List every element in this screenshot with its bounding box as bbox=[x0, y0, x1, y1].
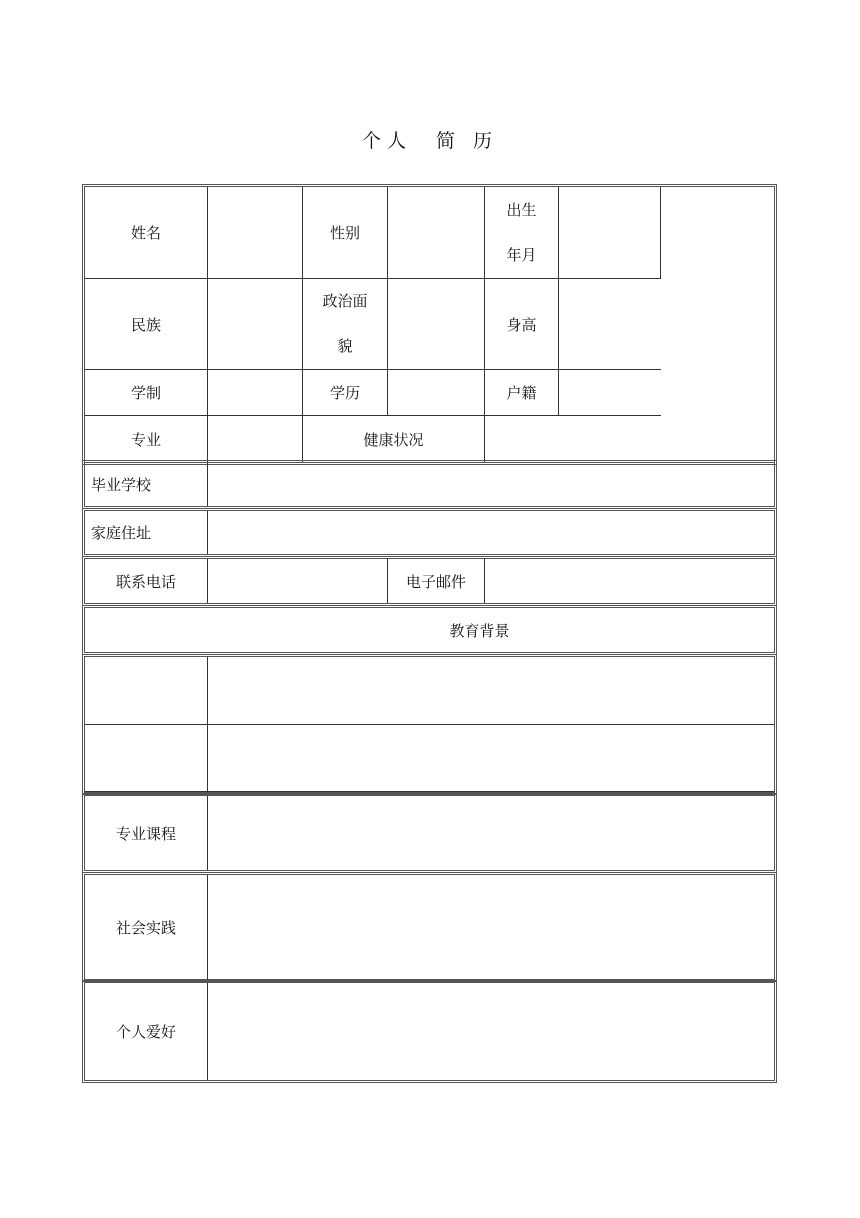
gender-field[interactable] bbox=[388, 187, 485, 279]
social-practice-label: 社会实践 bbox=[85, 875, 208, 979]
name-label: 姓名 bbox=[85, 187, 208, 279]
education-field[interactable] bbox=[388, 370, 485, 416]
ethnicity-label: 民族 bbox=[85, 279, 208, 370]
household-label: 户籍 bbox=[485, 370, 559, 416]
birth-field[interactable] bbox=[559, 187, 661, 279]
major-label: 专业 bbox=[85, 416, 208, 462]
major-field[interactable] bbox=[208, 416, 303, 462]
height-field[interactable] bbox=[559, 279, 661, 370]
graduate-school-field[interactable] bbox=[208, 463, 774, 506]
education-period-2[interactable] bbox=[85, 725, 208, 793]
hobbies-label: 个人爱好 bbox=[85, 983, 208, 1080]
height-label: 身高 bbox=[485, 279, 559, 370]
political-status-field[interactable] bbox=[388, 279, 485, 370]
health-field[interactable] bbox=[485, 416, 661, 462]
photo-area[interactable] bbox=[661, 187, 774, 462]
home-address-label: 家庭住址 bbox=[85, 511, 208, 554]
graduate-school-label: 毕业学校 bbox=[85, 463, 208, 506]
phone-label: 联系电话 bbox=[85, 559, 208, 603]
education-period-1[interactable] bbox=[85, 657, 208, 725]
hobbies-section bbox=[82, 980, 777, 1083]
social-practice-section bbox=[82, 872, 777, 982]
social-practice-field[interactable] bbox=[208, 875, 774, 979]
education-background-rows bbox=[82, 654, 777, 795]
home-address-section bbox=[82, 508, 777, 557]
home-address-field[interactable] bbox=[208, 511, 774, 554]
email-field[interactable] bbox=[485, 559, 774, 603]
email-label: 电子邮件 bbox=[388, 559, 485, 603]
phone-field[interactable] bbox=[208, 559, 388, 603]
name-field[interactable] bbox=[208, 187, 303, 279]
gender-label: 性别 bbox=[303, 187, 388, 279]
education-background-label: 教育背景 bbox=[449, 621, 510, 640]
basic-info-table bbox=[82, 184, 777, 465]
courses-label: 专业课程 bbox=[85, 796, 208, 870]
graduate-school-section bbox=[82, 460, 777, 509]
political-status-label: 政治面 貌 bbox=[303, 279, 388, 370]
courses-field[interactable] bbox=[208, 796, 774, 870]
courses-section bbox=[82, 793, 777, 873]
health-label: 健康状况 bbox=[303, 416, 485, 462]
schooling-label: 学制 bbox=[85, 370, 208, 416]
basic-info-section bbox=[82, 184, 777, 461]
ethnicity-field[interactable] bbox=[208, 279, 303, 370]
education-background-header bbox=[82, 605, 777, 655]
education-label: 学历 bbox=[303, 370, 388, 416]
hobbies-field[interactable] bbox=[208, 983, 774, 1080]
education-detail-2[interactable] bbox=[208, 725, 774, 793]
schooling-field[interactable] bbox=[208, 370, 303, 416]
contact-section bbox=[82, 556, 777, 606]
birth-label: 出生 年月 bbox=[485, 187, 559, 279]
household-field[interactable] bbox=[559, 370, 661, 416]
page-title: 个人 简 历 bbox=[361, 130, 499, 152]
education-detail-1[interactable] bbox=[208, 657, 774, 725]
